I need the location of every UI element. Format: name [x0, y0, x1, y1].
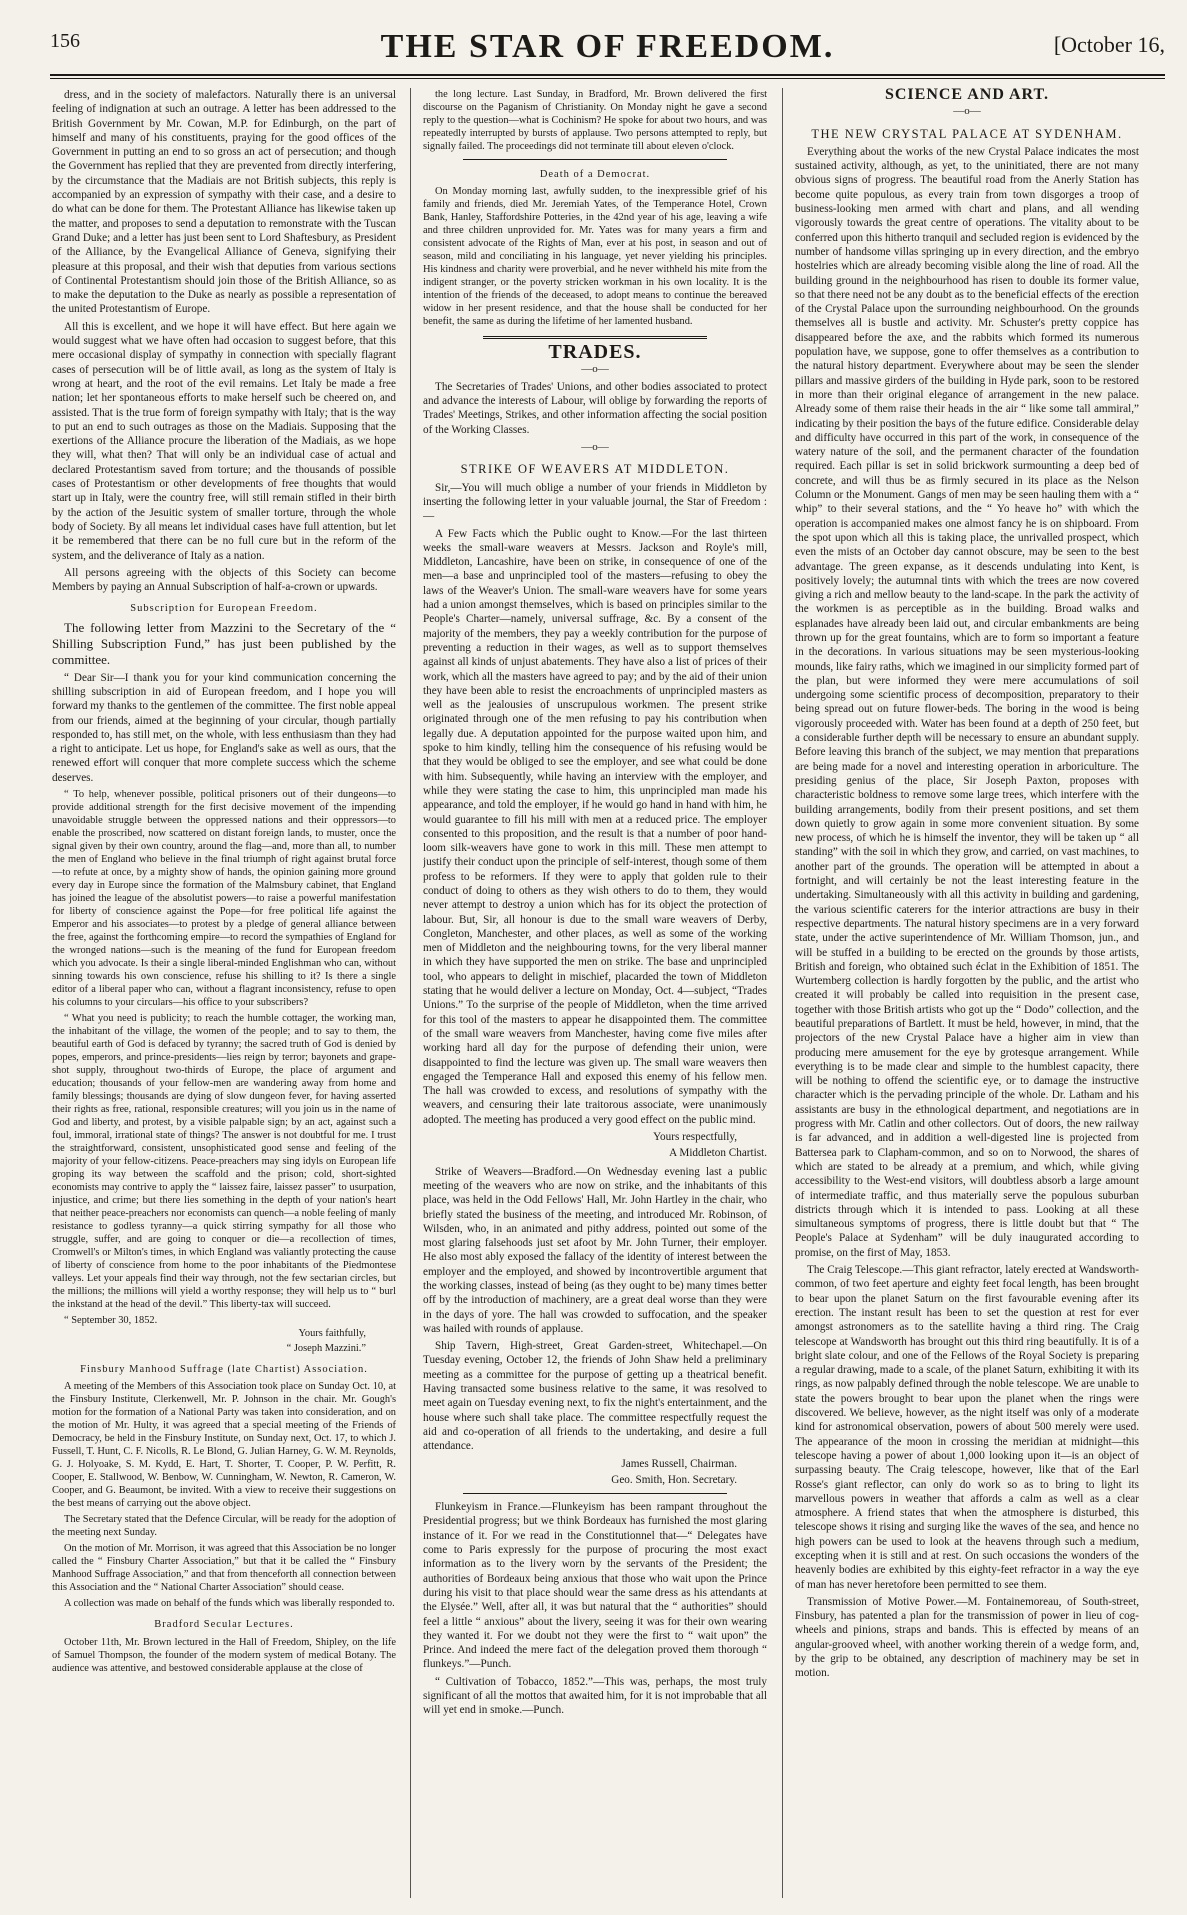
section-heading-bradford: Bradford Secular Lectures. [154, 1619, 294, 1631]
ornament: —o— [581, 441, 609, 454]
section-heading-death: Death of a Democrat. [539, 169, 651, 180]
paragraph: October 11th, Mr. Brown lectured in the Hall of Freedom, Shipley, on the life of Samuel Thompson, the founder of the modern system of medical Botany. The audience was attentive, and bestowed considerable applause at the close of [52, 1636, 396, 1674]
paragraph: On Monday morning last, awfully sudden, to the inexpressible grief of his family and friends, died Mr. Jeremiah Yates, of the Temperance Hotel, Crown Bank, Hanley, Staffordshire Potteries, in the 42nd year of his age, leaving a wife and three children unprovided for. Mr. Yates was for many years a firm and consistent advocate of the Rights of Man, ever at his post, in season and out of season, mild and conciliating in his language, yet never yielding his principles. His kindness and charity were proverbial, and he never withheld his mite from the indigent stranger, or the poverty stricken workman in his own locality. It is the intention of the friends of the deceased, to adopt means to continue the bereaved widow in her present residence, and that the house shall be conducted for her benefit, the same as during the lifetime of her lamented husband. [423, 186, 767, 328]
paragraph: Strike of Weavers—Bradford.—On Wednesday evening last a public meeting of the weavers who are now on strike, and the inhabitants of this place, was held in the Odd Fellows' Hall, Mr. John Hartley in the chair, who briefly stated the business of the meeting, and introduced Mr. Robinson, of Wilsden, who, in an animated and pithy address, pointed out some of the most glaring falsehoods just set afoot by Mr. John Turner, their employer. He also most ably exposed the fallacy of the identity of interest between the employer and the employed, and showed by incontrovertible argument that the working classes, instead of being (as they ought to be) many times better off by the introduction of machinery, are a great deal worse than they were in the days of yore. The hall was crowded to suffocation, and the speaker was hailed with rounds of applause. [423, 1165, 767, 1335]
letter-signature: A Middleton Chartist. [669, 1147, 767, 1160]
masthead-title: THE STAR OF FREEDOM. [380, 28, 835, 65]
paragraph: The Secretary stated that the Defence Circular, will be ready for the adoption of the meeting next Sunday. [52, 1514, 396, 1539]
paragraph: A Few Facts which the Public ought to Know.—For the last thirteen weeks the small-ware weavers at Messrs. Jackson and Royle's mill, Middleton, Lancashire, have been on strike, in consequence of one of the men—a base and unprincipled tool of the masters—refusing to obey the laws of the Weaver's Union. The small-ware weavers have for some years had a union amongst themselves, which is based on principles similar to the People's Charter—namely, universal suffrage, &c. By a consent of the majority of the members, they pay a weekly contribution for the purpose of preventing a reduction in their wages, as well as to support themselves against all kinds of unjust abatements. They have also a list of prices of their work, which all the masters have agreed to pay; and by the aid of their union they have been able to resist the encroachments of unprincipled masters as well as the jealousies of unscrupulous workmen. The present strike originated through one of the men refusing to pay his contribution when legally due. A deputation appointed for the purpose waited upon him, and spoke to him kindly, telling him the consequence of his refusing would be that they would be obliged to see the employer, and see what could be done with him. Subsequently, while having an interview with the employer, and while they were stating the case to him, this unprincipled man made his appearance, and told the employer, if he would go hand in hand with him, he would guarantee to fill his mill with men at a reduced price. The employer consented to this proposition, and the result is that a number of poor hand-loom silk-weavers have gone to work in this mill. These men attempt to justify their conduct upon the principle of self-interest, though some of them profess to be reformers. If they were to apply that golden rule to their conduct of doing to others as they wish others to do to them, they would never attempt to destroy a union which has for its object the protection of labour. But, Sir, all honour is due to the small ware weavers of Derby, Congleton, Manchester, and other places, as well as some of the working men of Middleton and the neighbouring towns, for the very liberal manner in which they have supported the men on strike. The base and unprincipled tool, who appears to delight in mischief, placarded the town of Middleton stating that he would deliver a lecture on Monday, Oct. 4—subject, “Trades Unions.” To the surprise of the people of Middleton, when the time arrived for this tool of the masters to appear he disappointed them. The committee of the small ware weavers from Manchester, having come five miles after working hard all day for the purpose of defending their union, were disappointed to find the lecture was given up. The small ware weavers then engaged the Temperance Hall and exposed this enemy of his fellow men. The hall was crowded to excess, and resolutions of sympathy with the weavers, and censuring their late traitorous associate, were unanimously adopted. The meeting has produced a very good effect on the public mind. [423, 527, 767, 1126]
letter-signature: “ Joseph Mazzini.” [286, 1343, 366, 1355]
paragraph: Ship Tavern, High-street, Great Garden-street, Whitechapel.—On Tuesday evening, October 12, the friends of John Shaw held a preliminary meeting as a committee for the purpose of getting up a theatrical benefit. Having transacted some business relative to the same, it was resolved to meet again on Tuesday evening next, to fix the night's entertainment, and the house where such shall take place. The committee respectfully request the aid and co-operation of all friends to the undertaking, and desire a full attendance. [423, 1340, 767, 1453]
section-heading-finsbury: Finsbury Manhood Suffrage (late Chartist) Association. [80, 1364, 368, 1376]
paragraph: the long lecture. Last Sunday, in Bradford, Mr. Brown delivered the first discourse on the Paganism of Christianity. On Monday night he gave a second reply to the question—what is Cochinism? He spoke for about two hours, and was repeatedly interrupted by bursts of applause. Two persons attempted to reply, but signally failed. The proceedings did not terminate till about eleven o'clock. [423, 89, 767, 152]
column-divider [410, 88, 411, 1898]
column-right [795, 88, 1139, 1898]
paragraph: Sir,—You will much oblige a number of your friends in Middleton by inserting the following letter in your valuable journal, the Star of Freedom :— [423, 481, 767, 523]
letter-closing: Yours respectfully, [653, 1131, 737, 1144]
divider [483, 336, 707, 339]
paragraph: dress, and in the society of malefactors. Naturally there is an universal feeling of indignation at such an outrage. A letter has been addressed to the British Government by Mr. Cowan, M.P. for Edinburgh, on the part of himself and many of his constituents, praying for the good offices of the Government in putting an end to so gross an act of persecution; and though the Government has replied that they are prevented from directly interfering, by the circumstance that the Madiais are not British subjects, this reply is accompanied by an expression of sympathy with their case, and a desire to do what can be done for them. The Protestant Alliance has likewise taken up the matter, and proposes to send a deputation to remonstrate with the Tuscan Grand Duke; and a letter has just been sent to Lord Shaftesbury, as President of the Alliance, by the Evangelical Alliance of Geneva, signifying their pleasure at this proposal, and their wish that deputies from various sections of Continental Protestantism should join those of the British Alliance, so as to make the deputation to the Duke as nearly as possible a representation of the united Protestantism of Europe. [52, 89, 396, 316]
paragraph: The following letter from Mazzini to the Secretary of the “ Shilling Subscription Fund,” has just been published by the committee. [52, 619, 396, 667]
ornament: —o— [581, 362, 609, 375]
paragraph: “ What you need is publicity; to reach the humble cottager, the working man, the inhabitant of the village, the women of the people; and to say to them, the beautiful earth of God is defaced by tyranny; the sacred truth of God is denied by popes, emperors, and prince-presidents—lies reign by terror; bayonets and grape-shot supply, throughout two-thirds of Europe, the place of argument and education; thousands of your fellow-men are wandering away from home and family blessings; thousands are dying of slow dungeon fever, for having asserted their rights as free, rational, responsible creatures; will you join us in the name of God and liberty, and protest, by a visible palpable sign; by an act, against such a foul, immoral, irrational state of things? The answer is not doubtful for me. I trust the straightforward, consistent, unsophisticated good sense and feeling of the majority of your fellow-citizens. Peace-preachers may sing idyls on European life groping its way between the scaffold and the prison; cold, short-sighted economists may contrive to apply the “ laissez faire, laissez passer” to usurpation, injustice, and crime; but there lies something in the depth of your nation's heart that neither peace-preachers nor economists can quench—a noble feeling of manly resistance to godless tyranny—a quick stirring sympathy for all those who struggle, suffer, and are going to conquer or die—a recollection of times, Cromwell's or Milton's times, in which England was valiantly protecting the cause of liberty of conscience from home to the poor inhabitants of the Piedmontese valleys. Let your appeals find their way through, not the few sectarian circles, but the millions; the millions will yield a worthy response; they will help us to “ burl the inkstand at the head of the devil.” This liberty-tax will succeed. [52, 1013, 396, 1311]
paragraph: A meeting of the Members of this Association took place on Sunday Oct. 10, at the Finsbury Institute, Clerkenwell, Mr. P. Johnson in the chair. Mr. Gough's motion for the formation of a National Party was taken into consideration, and on the motion of Mr. Hulty, it was agreed that a special meeting of the Friends of Democracy, be held in the Finsbury Institute, on Sunday next, Oct. 17, to which J. Fussell, T. Hunt, C. F. Nicolls, R. Le Blond, G. Julian Harney, G. W. M. Reynolds, G. J. Holyoake, S. M. Kydd, E. Hart, T. Shorter, T. Cooper, P. W. Perfitt, R. Cooper, E. Stallwood, W. Benbow, W. Cunningham, W. Newton, R. Cameron, W. Cooper, and G. Beaumont, be invited. With a view to receive their suggestions on the best means of carrying out the above object. [52, 1381, 396, 1510]
paragraph: All persons agreeing with the objects of this Society can become Members by paying an Annual Subscription of half-a-crown or upwards. [52, 566, 396, 594]
paragraph: The Craig Telescope.—This giant refractor, lately erected at Wandsworth-common, of two feet aperture and eighty feet focal length, has been brought to bear upon the planet Saturn on the first favourable evening after its erection. The instant result has been to set the question at rest for ever amongst astronomers as to the satellite having a third ring. The Craig telescope at Wandsworth has brought out this third ring beautifully. It is of a bright slate colour, and one of the Fellows of the Royal Society is preparing a regular drawing, made to a scale, of the planet Saturn, exhibiting it with its rings, as now palpably defined through the noble telescope. We are unable to state the powers brought to bear upon the planet when the rings were discovered. We believe, however, as the night itself was only of a moderate kind for astronomical observation, powers of about 500 merely were used. The appearance of the moon in crossing the meridian at midnight—this telescope having a power of about 1,000 looking upon it—is an object of surpassing beauty. The Craig telescope, however, like that of the Earl Rosse's giant reflector, can only do work so as to bring to light its marvellous powers in weather that affords a calm as well as a clear atmosphere. A friend states that when the atmosphere is disturbed, this telescope shows it rising and surging like the waves of the sea, and hence no high powers can be used to look at the heavens through such a medium, excepting when it is still and at rest. On such occasions the wonders of the heavenly bodies are exhibited by this eighty-feet refractor in a way the eye of man has never heretofore been permitted to see them. [795, 1264, 1139, 1591]
paragraph: Everything about the works of the new Crystal Palace indicates the most sustained activity, although, as yet, to the uninitiated, there are not many obvious signs of progress. The beautiful road from the Anerly Station has become quite populous, as every train from town disgorges a troop of business-looking men armed with chart and plans, and all wending vigorously towards the great centre of operations. The vitality about to be conferred upon this hitherto tranquil and secluded region is evidenced by the number of handsome villas springing up in every direction, and the embryo hostelries which are already becoming visible along the line of road. All the building ground in the neighbourhood has risen to double its former value, so that there need not be any doubt as to the beneficial effects of the erection of the Crystal Palace upon the surrounding neighbourhood. On the grounds themselves all is bustle and activity. Mr. Schuster's pretty coppice has disappeared before the axe, and the rabbits which formed its numerous population have, we suppose, gone to offer themselves as a contribution to the natural history department. Everywhere about may be seen the slender pillars and massive girders of the building in Hyde park, soon to be restored in more than their original elegance of arrangement in the new palace. Already some of them raise their heads in the air “ like some tall ammiral,” indicating by their position the bays of the future edifice. Considerable delay and difficulty have occurred in this part of the work, in consequence of the watery nature of the soil, and the permanent character of the foundation required. Each pillar is set in solid brickwork surmounting a deep bed of concrete, and will thus be as firmly secured in its place as the Nelson Column or the Monument. Gangs of men may be seen hauling them with a “ whip” to their several stations, and the “ Yo heave ho” with which the operation is accompanied makes one almost fancy he is on shipboard. From the spot upon which all this is taking place, the unrivalled prospect, which even the mists of an October day cannot obscure, may be seen to the best advantage. The green expanse, as it descends undulating into Kent, is positively lovely; the autumnal tints with which the trees are now covered giving a rich and mellow beauty to the land-scape. In the park the activity of the workmen is as perceptible as in the building. Broad walks and esplanades have already been laid out, and circular embankments are being thrown up for the great fountains, which are to form so important a feature in the decorations. In various situations may be seen mysterious-looking mounds, like fairy raths, which we imagined in our simplicity formed part of the plan, but were informed they were mere accumulations of soil undergoing some scientific process of decomposition, preparatory to their being spread out on future flower-beds. The boring in the wood is being vigorously proceeded with. Water has been found at a depth of 250 feet, but a considerable further depth will be necessary to ensure an abundant supply. Before leaving this branch of the subject, we may mention that preparations are being made for a novel and interesting operation in arboriculture. The presiding genius of the place, Sir Joseph Paxton, proposes with characteristic boldness to remove some large trees, which interfere with the building arrangements, bodily from their present positions, and set them down quietly to grow again in some more convenient situation. By some new process, of which he is himself the inventor, they will be taken up “ all standing” with the soil in which they grow, and carried, on vast machines, to another part of the grounds. The operation will be attempted in about a fortnight, and will certainly be not the least interesting feature in the undertaking. Simultaneously with all this activity in building and gardening, the various scientific caterers for the interior attractions are busy in their respective departments. The natural history specimens are in a very forward state, under the active superintendence of Mr. William Thomson, jun., and will be stuffed in a building to be erected on the grounds by those artists, British and foreign, who obtained such éclat in the Exhibition of 1851. The Wurtemberg collection is hardly forgotten by the public, and the artist who created it will probably be called into requisition in the present case, together with those British artists who got up the “ Dodo” collection, and the beautiful preparations of Bartlett. It must be held, however, in mind, that the projectors of the new Crystal Palace have a higher aim in view than producing mere amusement for the eye by grotesque arrangement. While everything is to be made clear and simple to the humblest capacity, there will be nothing to offend the scientific eye, or to damage the instructive character which is the pervading principle of the whole. Dr. Latham and his assistants are busy in the ethnological department, and negotiations are in progress with Mr. Catlin and other collectors. Out of doors, the new railway is far advanced, and in addition a well-digested line is projected from Battersea park to Clapham-common, and so on to Norwood, the shares of which are stated to be already at a premium, and which, while giving accessibility to the West-end visitors, will doubtless absorb a large amount of intermediate traffic, and thus materially serve the populous suburban districts through which it is intended to pass. Looking at all these simultaneous symptoms of progress, there is little doubt but that “ The People's Palace at Sydenham” will be duly inaugurated according to promise, on the first of May, 1853. [795, 145, 1139, 1259]
paragraph: “ Cultivation of Tobacco, 1852.”—This was, perhaps, the most truly significant of all the mottos that awaited him, for it is not improbable that all will yet end in smoke.—Punch. [423, 1675, 767, 1717]
section-heading-science: SCIENCE AND ART. [884, 88, 1050, 103]
paragraph: A collection was made on behalf of the funds which was liberally responded to. [64, 1598, 395, 1610]
paragraph: Transmission of Motive Power.—M. Fontainemoreau, of South-street, Finsbury, has patented a plan for the transmission of power in lieu of cog-wheels and pinions, straps and bands. This is effected by means of an angular-grooved wheel, with another working therein of a wedge form, and, by the grip to be obtained, any description of machinery may be set in motion. [795, 1595, 1139, 1680]
paragraph: “ Dear Sir—I thank you for your kind communication concerning the shilling subscription in aid of European freedom, and I hope you will forward my thanks to the gentlemen of the committee. The first noble appeal from our friends, aimed at the beginning of your circular, though partially responded to, has still met, on the whole, with less enthusiasm than they had a right to anticipate. Let us hope, for England's sake as well as ours, that the renewed effort will conquer that more complete success which the scheme deserves. [52, 671, 396, 784]
dateline: [October 16, [1053, 32, 1165, 57]
letter-date: “ September 30, 1852. [64, 1315, 158, 1327]
paragraph: All this is excellent, and we hope it will have effect. But here again we would suggest what we have often had occasion to suggest before, that this mere occasional display of sympathy in connection with specially flagrant cases of persecution will be of little avail, as long as the system of Italy is wrong at heart, and the root of the evil remains. Let Italy be made a free nation; let her spontaneous efforts to make herself such be cheered on, and assisted. That is the true form of foreign sympathy with Italy; that is the way to put an end to such outrages as those on the Madiais. Supposing that the exertions of the Alliance procure the liberation of the Madiais, as we hope they will, what then? That will only be an individual case of actual and declared Protestantism saved from torture; and the thousands of possible cases of Protestantism or other developments of free thoughts that would start up in Italy, were the country free, will still remain stifled in their birth by the action of the Jesuitic system of smaller torture, through the whole body of Society. By all means let individual cases have full attention, but let it be remembered that there can be no full cure but in the reform of the system, and the deliverance of Italy as a nation. [52, 320, 396, 562]
paragraph: The Secretaries of Trades' Unions, and other bodies associated to protect and advance the interests of Labour, will oblige by forwarding the reports of Trades' Meetings, Strikes, and other information affecting the social position of the Working Classes. [423, 380, 767, 436]
paragraph: “ To help, whenever possible, political prisoners out of their dungeons—to provide additional strength for the first decisive movement of the impending unavoidable struggle between the oppressed nations and their oppressors—to enable the proscribed, now scattered on distant foreign lands, to muster, once the signal given by their own country, around the flag—and, more than all, to number the men of England who believe in the final triumph of right against brutal force—to refute at once, by a mighty show of hands, the opinion gaining more ground every day in Europe since the formation of the Malmsbury cabinet, that England has joined the league of the absolutist powers—to raise a powerful manifestation for liberty of conscience against the Pope—for free political life against the Emperor and his associates—to protest by a pledge of general alliance between the free, against the forthcoming empire—to record the sympathies of England for the wronged nations—such is the meaning of the fund for European freedom which you advocate. Is their a single liberal-minded Englishman who can, without sinning towards his own conscience, refuse his shilling to it? Is there a single editor of a liberal paper who can, without a flagrant inconsistency, refuse to open his columns to your circulars—his office to your subscribers? [52, 789, 396, 1009]
column-left [52, 88, 396, 1898]
column-divider [782, 88, 783, 1898]
paragraph: Flunkeyism in France.—Flunkeyism has been rampant throughout the Presidential progress; but we think Bordeaux has furnished the most glaring instance of it. For we read in the Constitutionnel that—“ Delegates have come to Paris expressly for the purpose of procuring the most exact information as to the livery worn by the servants of the President; the authorities of Bordeaux being anxious that those who wait upon the Prince during his visit to that place should wear the same dress as his attendants at the Elysée.” Well, after all, it was but natural that the “ authorities” should feel a little “ anxious” about the livery, seeing it was for their own wearing they wanted it. For we doubt not they were the first to “ wait upon” the Prince. And indeed the mere fact of the delegation proved them thorough “ flunkeys.”—Punch. [423, 1501, 767, 1671]
signature-chairman: James Russell, Chairman. [621, 1457, 737, 1470]
divider [463, 1493, 727, 1494]
page-number: 156 [50, 30, 80, 52]
ornament: —o— [953, 105, 981, 118]
section-heading-crystal-palace: THE NEW CRYSTAL PALACE AT SYDENHAM. [811, 126, 1123, 141]
divider [463, 159, 727, 160]
paragraph: On the motion of Mr. Morrison, it was agreed that this Association be no longer called the “ Finsbury Charter Association,” but that it be called the “ Finsbury Manhood Suffrage Association,” and that from thenceforth all connection between this Association and the “ National Charter Association” should cease. [52, 1543, 396, 1594]
letter-closing: Yours faithfully, [298, 1328, 366, 1340]
column-middle [423, 88, 767, 1898]
signature-secretary: Geo. Smith, Hon. Secretary. [611, 1473, 737, 1486]
header-rule [50, 78, 1165, 79]
page-header [50, 30, 1165, 76]
section-heading-strike: STRIKE OF WEAVERS AT MIDDLETON. [460, 462, 730, 477]
section-heading-trades: TRADES. [548, 341, 642, 364]
section-heading-subscription: Subscription for European Freedom. [130, 603, 318, 615]
